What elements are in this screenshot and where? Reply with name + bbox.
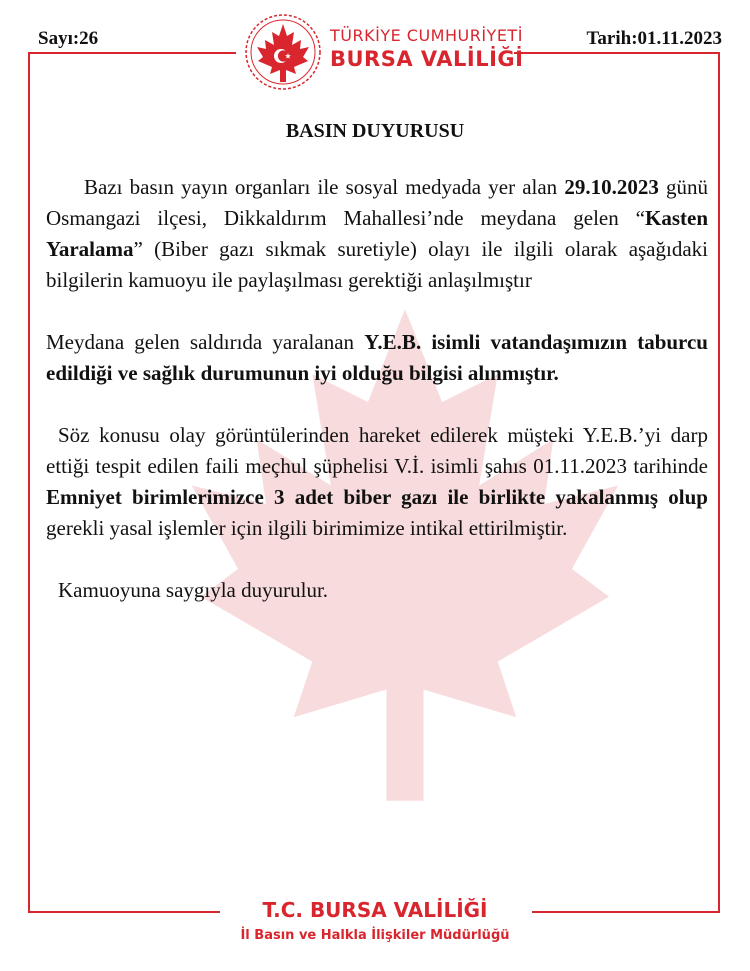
footer-department: İl Basın ve Halkla İlişkiler Müdürlüğü [240, 928, 510, 943]
brand-line-2: BURSA VALİLİĞİ [330, 47, 524, 71]
text-run: Bazı basın yayın organları ile sosyal medyada yer alan [84, 175, 565, 199]
governorship-emblem-icon [243, 12, 323, 92]
crime-type: Kasten Yaralama [46, 206, 708, 261]
paragraph-3 [46, 420, 708, 544]
victim-status: Y.E.B. isimli vatandaşımızın taburcu edildiği ve sağlık durumunun iyi olduğu bilgisi alınmıştır. [46, 330, 708, 385]
paragraph-4: Kamuoyuna saygıyla duyurulur. [58, 578, 329, 602]
text-run: ” (Biber gazı sıkmak suretiyle) olayı ile ilgili olarak aşağıdaki bilgilerin kamuoyu ile paylaşılması gerektiği anlaşılmıştır [46, 237, 708, 292]
brand-line-1: TÜRKİYE CUMHURİYETİ [330, 26, 523, 45]
arrest-statement: Emniyet birimlerimizce 3 adet biber gazı ile birlikte yakalanmış olup [46, 485, 708, 509]
text-run: Meydana gelen saldırıda yaralanan [46, 330, 365, 354]
incident-date: 29.10.2023 [564, 175, 659, 199]
announcement-body [46, 172, 708, 606]
paragraph-1 [46, 172, 708, 296]
paragraph-2 [46, 327, 708, 389]
text-run: günü Osmangazi ilçesi, Dikkaldırım Mahallesi’nde meydana gelen “ [46, 175, 708, 230]
brand-block [330, 26, 523, 72]
text-run: gerekli yasal işlemler için ilgili birimimize intikal ettirilmiştir. [46, 516, 568, 540]
text-run: Söz konusu olay görüntülerinden hareket edilerek müşteki Y.E.B.’yi darp ettiği tespit edilen faili meçhul şüphelisi V.İ. isimli şahıs 01.11.2023 tarihinde [46, 423, 708, 478]
document-date: Tarih:01.11.2023 [586, 28, 722, 49]
document-number: Sayı:26 [38, 28, 99, 49]
page-title: BASIN DUYURUSU [285, 120, 465, 142]
footer-org: T.C. BURSA VALİLİĞİ [262, 898, 488, 922]
